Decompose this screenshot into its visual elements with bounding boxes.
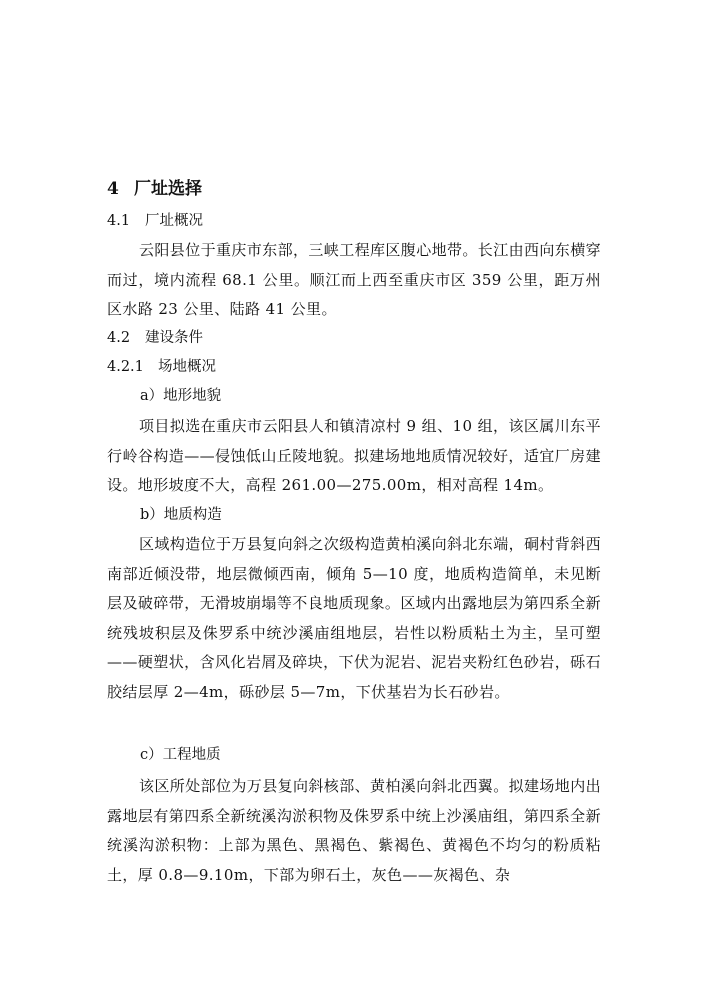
- subsection-number: 4.2.1: [107, 359, 144, 375]
- subsection-number: 4.2: [107, 330, 131, 346]
- paragraph-overview: 云阳县位于重庆市东部，三峡工程库区腹心地带。长江由西向东横穿而过，境内流程 68.1 公里。顺江而上西至重庆市区 359 公里，距万州区水路 23 公里、陆路 41 公里。: [107, 241, 602, 318]
- subsection-title: 厂址概况: [145, 213, 203, 229]
- subsection-title: 场地概况: [158, 359, 216, 375]
- item-heading-c: c）工程地质: [140, 747, 221, 763]
- paragraph-c: 该区所处部位为万县复向斜核部、黄柏溪向斜北西翼。拟建场地内出露地层有第四系全新统溪沟淤积物及侏罗系中统上沙溪庙组，第四系全新统溪沟淤积物：上部为黑色、黑褐色、紫褐色、黄褐色不均匀的粉质粘土，厚 0.8—9.10m，下部为卵石土，灰色——灰褐色、杂: [107, 777, 602, 884]
- item-heading-a: a）地形地貌: [140, 388, 222, 404]
- section-number: 4: [107, 179, 119, 199]
- subsection-title: 建设条件: [145, 330, 203, 346]
- paragraph-a: 项目拟选在重庆市云阳县人和镇清凉村 9 组、10 组，该区属川东平行岭谷构造——侵蚀低山丘陵地貌。拟建场地地质情况较好，适宜厂房建设。地形坡度不大，高程 261.00—275.00m，相对高程 14m。: [107, 417, 601, 494]
- section-title: 厂址选择: [134, 179, 202, 199]
- section-heading: [107, 177, 202, 201]
- item-heading-b: b）地质构造: [140, 507, 222, 523]
- subsection-heading-4-1: [107, 209, 203, 233]
- subsection-number: 4.1: [107, 213, 131, 229]
- paragraph-b: 区域构造位于万县复向斜之次级构造黄柏溪向斜北东端，硐村背斜西南部近倾没带，地层微倾西南，倾角 5—10 度，地质构造简单，未见断层及破碎带，无滑坡崩塌等不良地质现象。区域内出露地层为第四系全新统残坡积层及侏罗系中统沙溪庙组地层，岩性以粉质粘土为主，呈可塑——硬塑状，含风化岩屑及碎块，下伏为泥岩、泥岩夹粉红色砂岩，砾石胶结层厚 2—4m，砾砂层 5—7m，下伏基岩为长石砂岩。: [107, 535, 602, 701]
- subsection-heading-4-2-1: [107, 355, 216, 379]
- subsection-heading-4-2: [107, 326, 203, 350]
